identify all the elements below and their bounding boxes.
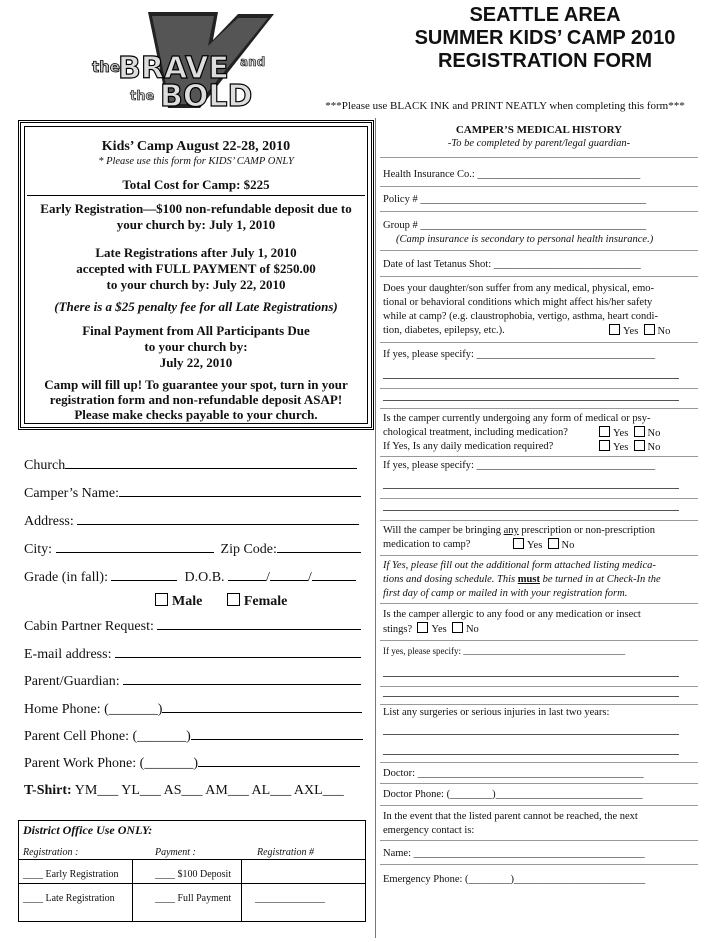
treatment-specify[interactable]: If yes, please specify: __________________________________: [383, 460, 656, 471]
rule: [380, 520, 698, 521]
ink-notice: ***Please use BLACK INK and PRINT NEATLY when completing this form***: [325, 100, 685, 112]
condition-question: [383, 282, 695, 338]
no-label: No: [647, 428, 661, 439]
rule: [380, 211, 698, 212]
box-divider: [27, 195, 365, 196]
condition-line-extra-2[interactable]: [383, 400, 679, 401]
cell-phone-label: Parent Cell Phone: (_______): [24, 729, 191, 744]
prescription-line-1b: prescription or non-prescription: [518, 525, 655, 536]
district-col-rule-1: [132, 859, 133, 921]
allergy-line-2: stings?: [383, 624, 413, 635]
camp-subtitle: * Please use this form for KIDS’ CAMP ONLY: [98, 156, 294, 167]
cabin-line[interactable]: [157, 617, 361, 630]
parent-label: Parent/Guardian:: [24, 674, 120, 689]
camper-name-field[interactable]: [24, 484, 369, 502]
logo-word-the-2: the: [130, 89, 155, 104]
late-registration-1: Late Registrations after July 1, 2010: [95, 245, 297, 260]
yes-label: Yes: [527, 540, 543, 551]
rule: [380, 276, 698, 277]
group-field[interactable]: Group # ___________________________________________: [383, 220, 647, 231]
condition-line-4: tion, diabetes, epilepsy, etc.).: [383, 325, 505, 336]
logo-word-and: and: [240, 55, 266, 69]
allergy-specify[interactable]: If yes, please specify: ____________________________________: [383, 646, 626, 656]
male-label: Male: [172, 594, 203, 609]
grade-dob-field[interactable]: Grade (in fall): D.O.B. / /: [24, 568, 369, 586]
zip-label: Zip Code:: [220, 542, 277, 557]
rule: [380, 640, 698, 641]
cabin-field[interactable]: [24, 617, 369, 635]
zip-line[interactable]: [277, 540, 361, 553]
work-phone-line[interactable]: [198, 754, 360, 767]
doctor-phone-field[interactable]: Doctor Phone: (________)____________________________: [383, 789, 643, 800]
rule: [380, 805, 698, 806]
final-payment-3: July 22, 2010: [159, 355, 233, 370]
district-col-rule-2: [241, 859, 242, 921]
logo-word-brave: BRAVE: [118, 51, 229, 86]
address-field[interactable]: [24, 512, 369, 530]
prescription-no-checkbox[interactable]: [548, 538, 559, 549]
district-row-rule: [19, 883, 365, 884]
medication-form-note: [383, 559, 695, 601]
yes-label: Yes: [623, 326, 639, 337]
rule: [380, 840, 698, 841]
no-label: No: [647, 442, 661, 453]
penalty-note: (There is a $25 penalty fee for all Late Registrations): [54, 299, 338, 314]
district-number-line[interactable]: ______________: [255, 893, 325, 904]
district-office-box: [18, 820, 366, 922]
condition-specify[interactable]: If yes, please specify: __________________________________: [383, 349, 656, 360]
condition-yes-checkbox[interactable]: [609, 324, 620, 335]
cell-phone-field[interactable]: [24, 727, 369, 745]
camp-insurance-note: (Camp insurance is secondary to personal health insurance.): [396, 234, 654, 245]
parent-line[interactable]: [123, 672, 361, 685]
address-label: Address:: [24, 514, 74, 529]
home-phone-label: Home Phone: (_______): [24, 702, 163, 717]
surgeries-question: List any surgeries or serious injuries in last two years:: [383, 707, 610, 718]
email-label: E-mail address:: [24, 647, 112, 662]
church-line[interactable]: [65, 456, 357, 469]
insurance-field[interactable]: Health Insurance Co.: _______________________________: [383, 169, 641, 180]
yes-label: Yes: [613, 428, 629, 439]
rule: [380, 456, 698, 457]
district-full[interactable]: ____ Full Payment: [155, 893, 232, 904]
home-phone-field[interactable]: [24, 700, 369, 718]
emergency-line-1: In the event that the listed parent cannot be reached, the next: [383, 811, 638, 822]
treatment-line-extra-2[interactable]: [383, 510, 679, 511]
medication-note-2a: tions and dosing schedule. This: [383, 574, 518, 585]
medical-title: CAMPER’S MEDICAL HISTORY: [455, 124, 623, 136]
email-line[interactable]: [115, 645, 361, 658]
early-registration-2: your church by: July 1, 2010: [116, 217, 276, 232]
allergy-line-1: Is the camper allergic to any food or any medication or insect: [383, 609, 641, 620]
prescription-line-1a: Will the camper be bringing: [383, 525, 504, 536]
form-header: [380, 4, 710, 73]
treatment-no-checkbox[interactable]: [634, 426, 645, 437]
allergy-yes-checkbox[interactable]: [417, 622, 428, 633]
condition-line-1: Does your daughter/son suffer from any medical, physical, emo-: [383, 283, 654, 294]
policy-field[interactable]: Policy # ___________________________________________: [383, 194, 647, 205]
emergency-line-2: emergency contact is:: [383, 825, 475, 836]
camp-fill-3: Please make checks payable to your church.: [74, 407, 318, 422]
rule: [380, 186, 698, 187]
district-deposit[interactable]: ____ $100 Deposit: [155, 869, 232, 880]
treatment-line-extra-1[interactable]: [383, 488, 679, 489]
surgeries-line-2[interactable]: [383, 754, 679, 755]
condition-line-3: while at camp? (e.g. claustrophobia, vertigo, asthma, heart condi-: [383, 311, 658, 322]
condition-line-2: tional or behavioral conditions which might affect his/her safety: [383, 297, 653, 308]
district-col-registration: Registration :: [23, 847, 79, 858]
city-zip-field[interactable]: [24, 540, 369, 558]
parent-field[interactable]: [24, 672, 369, 690]
daily-medication-question: If Yes, Is any daily medication required?: [383, 441, 554, 452]
rule: [380, 388, 698, 389]
dob-label: D.O.B.: [184, 570, 225, 585]
column-divider: [375, 118, 376, 938]
treatment-line-2: chological treatment, including medication?: [383, 427, 568, 438]
doctor-field[interactable]: Doctor: ___________________________________________: [383, 768, 644, 779]
condition-no-checkbox[interactable]: [644, 324, 655, 335]
prescription-line-any: any: [503, 525, 519, 536]
male-checkbox[interactable]: [155, 593, 168, 606]
daily-yes-checkbox[interactable]: [599, 440, 610, 451]
brave-and-bold-logo: [88, 10, 278, 110]
female-label: Female: [243, 594, 288, 609]
prescription-line-2: medication to camp?: [383, 539, 471, 550]
final-payment-1: Final Payment from All Participants Due: [82, 323, 310, 338]
header-line-1: SEATTLE AREA: [469, 4, 621, 26]
rule: [380, 603, 698, 604]
camp-fill-2: registration form and non-refundable deposit ASAP!: [49, 392, 343, 407]
rule: [380, 498, 698, 499]
logo-word-the: the: [92, 58, 121, 76]
home-phone-line[interactable]: [162, 700, 362, 713]
district-col-number: Registration #: [257, 847, 314, 858]
rule: [380, 762, 698, 763]
female-checkbox[interactable]: [227, 593, 240, 606]
rule: [380, 864, 698, 865]
treatment-yes-checkbox[interactable]: [599, 426, 610, 437]
work-phone-field[interactable]: [24, 754, 369, 772]
allergy-no-checkbox[interactable]: [452, 622, 463, 633]
rule: [380, 555, 698, 556]
camper-name-label: Camper’s Name:: [24, 486, 119, 501]
rule: [380, 704, 698, 705]
final-payment-2: to your church by:: [144, 339, 248, 354]
emergency-name-field[interactable]: Name: ____________________________________________: [383, 848, 645, 859]
logo-word-bold: BOLD: [160, 79, 253, 110]
surgeries-line-1[interactable]: [383, 734, 679, 735]
camper-name-line[interactable]: [119, 484, 361, 497]
allergy-line-extra-1[interactable]: [383, 676, 679, 677]
daily-no-checkbox[interactable]: [634, 440, 645, 451]
yes-label: Yes: [431, 624, 447, 635]
rule: [380, 250, 698, 251]
tshirt-field[interactable]: [24, 783, 369, 799]
rule: [380, 783, 698, 784]
rule: [380, 686, 698, 687]
early-registration-1: Early Registration—$100 non-refundable deposit due to: [40, 201, 352, 216]
tetanus-field[interactable]: Date of last Tetanus Shot: ____________________________: [383, 259, 641, 270]
prescription-question: [383, 524, 695, 552]
header-line-2: SUMMER KIDS’ CAMP 2010: [414, 27, 676, 49]
grade-line[interactable]: [111, 568, 177, 581]
rule: [380, 157, 698, 158]
late-registration-2: accepted with FULL PAYMENT of $250.00: [76, 261, 316, 276]
medication-note-1: If Yes, please fill out the additional form attached listing medica-: [383, 560, 656, 571]
tshirt-sizes[interactable]: YM___ YL___ AS___ AM___ AL___ AXL___: [74, 783, 344, 798]
emergency-phone-field[interactable]: Emergency Phone: (________)_________________________: [383, 874, 646, 885]
cell-phone-line[interactable]: [191, 727, 363, 740]
no-label: No: [465, 624, 479, 635]
late-registration-3: to your church by: July 22, 2010: [106, 277, 286, 292]
camp-title: Kids’ Camp August 22-28, 2010: [101, 139, 291, 154]
district-title: District Office Use ONLY:: [23, 823, 153, 837]
gender-choice: [155, 593, 355, 610]
prescription-yes-checkbox[interactable]: [513, 538, 524, 549]
medication-note-2b: be turned in at Check-In the: [539, 574, 661, 585]
city-line[interactable]: [56, 540, 214, 553]
district-late[interactable]: ____ Late Registration: [23, 893, 115, 904]
medication-note-3: first day of camp or mailed in with your registration form.: [383, 588, 628, 599]
medical-subtitle: -To be completed by parent/legal guardian-: [447, 138, 631, 149]
tshirt-label: T-Shirt:: [24, 783, 72, 798]
allergy-question: [383, 608, 695, 637]
work-phone-label: Parent Work Phone: (_______): [24, 756, 198, 771]
dob-line[interactable]: [312, 568, 356, 581]
no-label: No: [561, 540, 575, 551]
condition-line-extra-1[interactable]: [383, 378, 679, 379]
rule: [380, 408, 698, 409]
header-line-3: REGISTRATION FORM: [437, 50, 653, 72]
registration-info-box: [18, 120, 374, 430]
district-col-payment: Payment :: [155, 847, 196, 858]
camp-fill-1: Camp will fill up! To guarantee your spot, turn in your: [44, 377, 348, 392]
yes-label: Yes: [613, 442, 629, 453]
treatment-line-1: Is the camper currently undergoing any form of medical or psy-: [383, 413, 651, 424]
district-header-rule: [19, 859, 365, 860]
city-label: City:: [24, 542, 53, 557]
address-line[interactable]: [77, 512, 359, 525]
treatment-question: [383, 412, 695, 454]
grade-label: Grade (in fall):: [24, 570, 108, 585]
medication-note-must: must: [517, 574, 540, 585]
allergy-line-extra-2[interactable]: [383, 696, 679, 697]
email-field[interactable]: [24, 645, 369, 663]
church-label: Church: [24, 458, 66, 473]
total-cost: Total Cost for Camp: $225: [122, 177, 270, 192]
cabin-label: Cabin Partner Request:: [24, 619, 154, 634]
emergency-note: [383, 810, 695, 838]
church-field[interactable]: [24, 456, 369, 474]
district-early[interactable]: ____ Early Registration: [23, 869, 119, 880]
no-label: No: [657, 326, 671, 337]
rule: [380, 342, 698, 343]
